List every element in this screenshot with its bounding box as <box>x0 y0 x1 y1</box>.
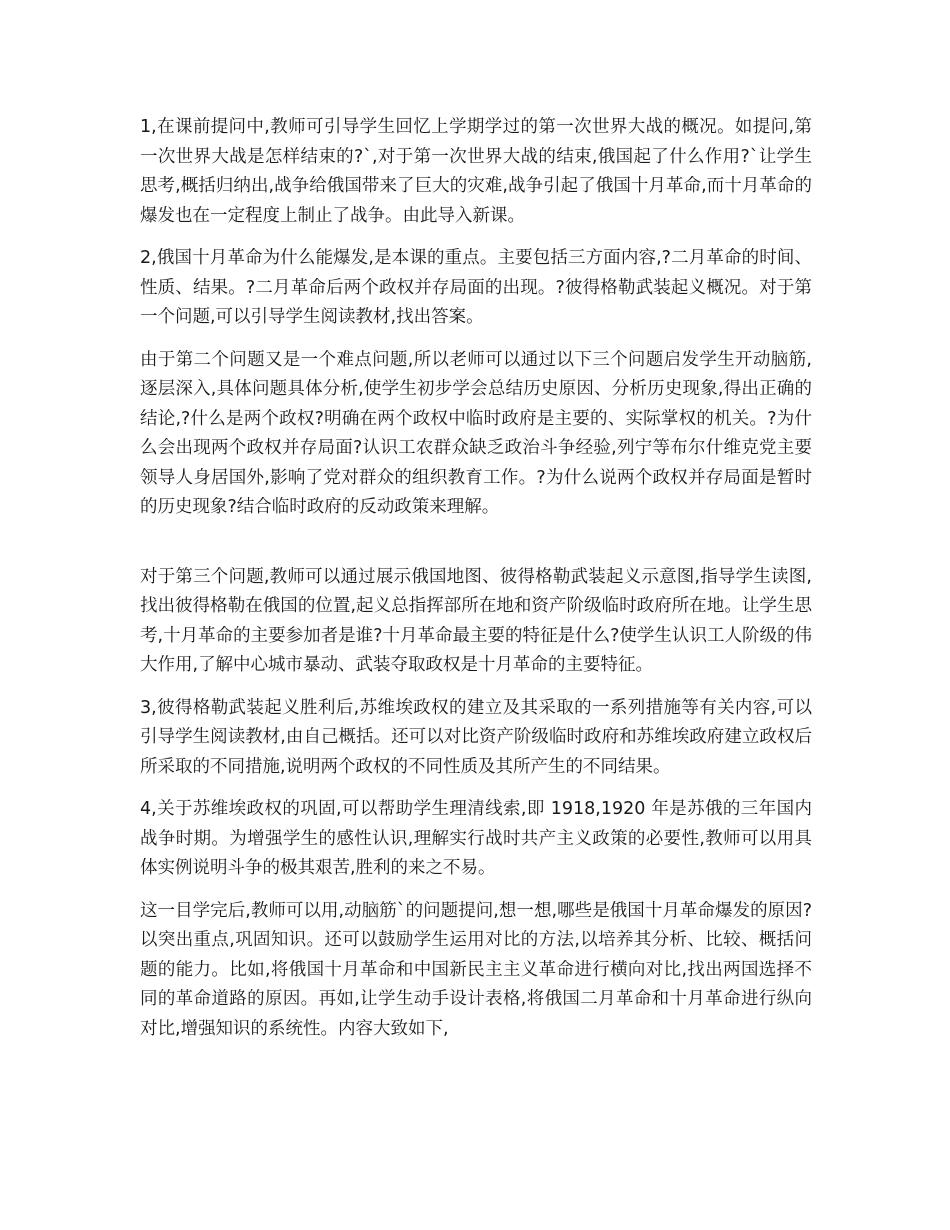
paragraph-6: 4,关于苏维埃政权的巩固,可以帮助学生理清线索,即 1918,1920 年是苏俄的三年国内战争时期。为增强学生的感性认识,理解实行战时共产主义政策的必要性,教师可以用具体实例说明斗争的极其艰苦,胜利的来之不易。 <box>140 799 812 878</box>
paragraph-3: 由于第二个问题又是一个难点问题,所以老师可以通过以下三个问题启发学生开动脑筋,逐层深入,具体问题具体分析,使学生初步学会总结历史原因、分析历史现象,得出正确的结论,?什么是两个政权?明确在两个政权中临时政府是主要的、实际掌权的机关。?为什么会出现两个政权并存局面?认识工农群众缺乏政治斗争经验,列宁等布尔什维克党主要领导人身居国外,影响了党对群众的组织教育工作。?为什么说两个政权并存局面是暂时的历史现象?结合临时政府的反动政策来理解。 <box>140 349 812 517</box>
paragraph-1: 1,在课前提问中,教师可引导学生回忆上学期学过的第一次世界大战的概况。如提问,第一次世界大战是怎样结束的?`,对于第一次世界大战的结束,俄国起了什么作用?`让学生思考,概括归纳出,战争给俄国带来了巨大的灾难,战争引起了俄国十月革命,而十月革命的爆发也在一定程度上制止了战争。由此导入新课。 <box>140 117 812 226</box>
paragraph-2: 2,俄国十月革命为什么能爆发,是本课的重点。主要包括三方面内容,?二月革命的时间、性质、结果。?二月革命后两个政权并存局面的出现。?彼得格勒武装起义概况。对于第一个问题,可以引导学生阅读教材,找出答案。 <box>140 248 812 327</box>
document-page <box>140 113 812 1057</box>
paragraph-5: 3,彼得格勒武装起义胜利后,苏维埃政权的建立及其采取的一系列措施等有关内容,可以引导学生阅读教材,由自己概括。还可以对比资产阶级临时政府和苏维埃政府建立政权后所采取的不同措施,说明两个政权的不同性质及其所产生的不同结果。 <box>140 697 812 777</box>
paragraph-4: 对于第三个问题,教师可以通过展示俄国地图、彼得格勒武装起义示意图,指导学生读图,找出彼得格勒在俄国的位置,起义总指挥部所在地和资产阶级临时政府所在地。让学生思考,十月革命的主要参加者是谁?十月革命最主要的特征是什么?使学生认识工人阶级的伟大作用,了解中心城市暴动、武装夺取政权是十月革命的主要特征。 <box>140 566 812 675</box>
paragraph-7: 这一目学完后,教师可以用,动脑筋`的问题提问,想一想,哪些是俄国十月革命爆发的原因?以突出重点,巩固知识。还可以鼓励学生运用对比的方法,以培养其分析、比较、概括问题的能力。比如,将俄国十月革命和中国新民主主义革命进行横向对比,找出两国选择不同的革命道路的原因。再如,让学生动手设计表格,将俄国二月革命和十月革命进行纵向对比,增强知识的系统性。内容大致如下, <box>140 900 812 1039</box>
